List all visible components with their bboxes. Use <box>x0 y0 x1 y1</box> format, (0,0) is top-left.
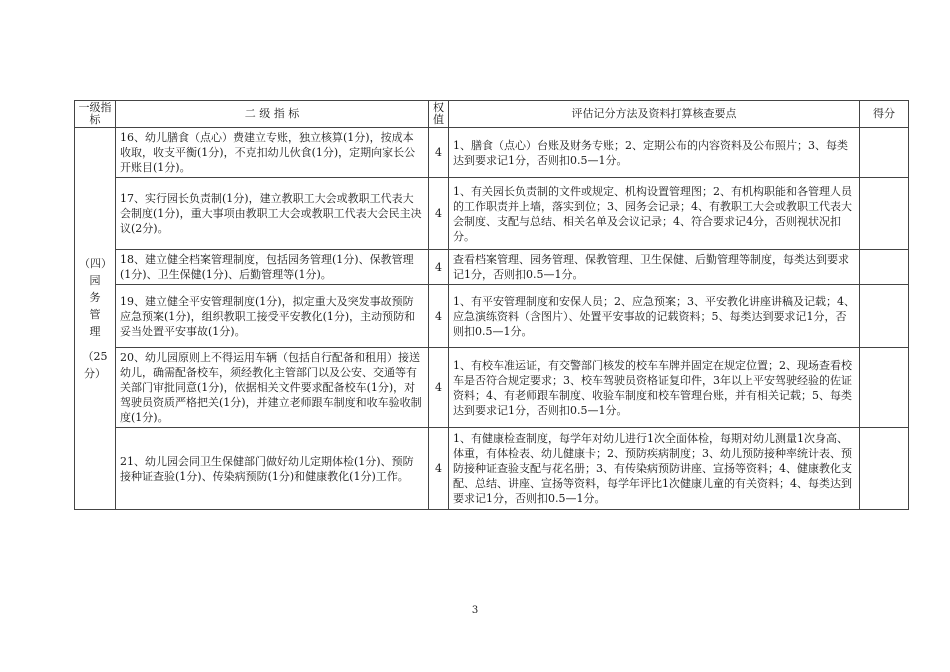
score-cell <box>860 348 909 428</box>
table-row <box>75 285 909 348</box>
table-row <box>75 128 909 178</box>
category-name-char: 管 <box>89 308 101 321</box>
header-row <box>75 101 909 128</box>
indicator-cell: 18、建立健全档案管理制度，包括园务管理(1分)、保教管理(1分)、卫生保健(1分)、后勤管理等(1分)。 <box>116 250 429 285</box>
category-number: （四） <box>79 257 112 270</box>
method-cell: 查看档案管理、园务管理、保教管理、卫生保健、后勤管理等制度，每类达到要求记1分，否则扣0.5—1分。 <box>449 250 860 285</box>
indicator-cell: 21、幼儿园会同卫生保健部门做好幼儿定期体检(1分)、预防接种证查验(1分)、传染病预防(1分)和健康教化(1分)工作。 <box>116 428 429 510</box>
table-row <box>75 348 909 428</box>
indicator-cell: 20、幼儿园原则上不得运用车辆（包括自行配备和租用）接送幼儿，确需配备校车，须经教化主管部门以及公安、交通等有关部门审批同意(1分)，依据相关文件要求配备校车(1分)，对驾驶员资质严格把关(1分)，并建立老师跟车制度和收车验收制度(1分)。 <box>116 348 429 428</box>
score-cell <box>860 285 909 348</box>
category-points: （25分） <box>82 350 108 380</box>
method-cell: 1、有校车准运证，有交警部门核发的校车车牌并固定在规定位置；2、现场查看校车是否符合规定要求；3、校车驾驶员资格证复印件，3年以上平安驾驶经验的佐证资料；4、有老师跟车制度、收验车制度和校车管理台账，并有相关记载；5、每类达到要求记1分，否则扣0.5—1分。 <box>449 348 860 428</box>
category-name-char: 理 <box>89 325 101 338</box>
category-name-char: 务 <box>89 291 101 304</box>
score-cell <box>860 178 909 250</box>
indicator-cell: 17、实行园长负责制(1分)，建立教职工大会或教职工代表大会制度(1分)，重大事项由教职工大会或教职工代表大会民主决议(2分)。 <box>116 178 429 250</box>
score-cell <box>860 250 909 285</box>
header-score: 得分 <box>860 101 909 128</box>
page-number: 3 <box>471 605 479 616</box>
weight-cell: 4 <box>429 348 449 428</box>
method-cell: 1、有关园长负责制的文件或规定、机构设置管理图；2、有机构职能和各管理人员的工作职责并上墙，落实到位；3、园务会记录；4、有教职工大会或教职工代表大会制度、支配与总结、相关名单及会议记录；4、符合要求记4分，否则视状况扣分。 <box>449 178 860 250</box>
header-level1: 一级指标 <box>75 101 116 128</box>
table-row <box>75 428 909 510</box>
indicator-cell: 19、建立健全平安管理制度(1分)，拟定重大及突发事故预防应急预案(1分)，组织教职工接受平安教化(1分)，主动预防和妥当处置平安事故(1分)。 <box>116 285 429 348</box>
weight-cell: 4 <box>429 128 449 178</box>
method-cell: 1、有健康检查制度，每学年对幼儿进行1次全面体检，每期对幼儿测量1次身高、体重，有体检表、幼儿健康卡；2、预防疾病制度；3、幼儿预防接种率统计表、预防接种证查验支配与花名册；3、有传染病预防讲座、宣扬等资料；4、健康教化支配、总结、讲座、宣扬等资料，每学年评比1次健康儿童的有关资料；4、每类达到要求记1分，否则扣0.5—1分。 <box>449 428 860 510</box>
weight-cell: 4 <box>429 178 449 250</box>
category-cell <box>75 128 116 510</box>
score-cell <box>860 428 909 510</box>
evaluation-table <box>74 100 909 510</box>
header-method: 评估记分方法及资料打算核查要点 <box>449 101 860 128</box>
weight-cell: 4 <box>429 285 449 348</box>
header-weight: 权值 <box>429 101 449 128</box>
weight-cell: 4 <box>429 250 449 285</box>
table-row <box>75 250 909 285</box>
indicator-cell: 16、幼儿膳食（点心）费建立专账，独立核算(1分)，按成本收取，收支平衡(1分)，不克扣幼儿伙食(1分)，定期向家长公开账目(1分)。 <box>116 128 429 178</box>
score-cell <box>860 128 909 178</box>
method-cell: 1、有平安管理制度和安保人员；2、应急预案；3、平安教化讲座讲稿及记载；4、应急演练资料（含图片）、处置平安事故的记载资料；5、每类达到要求记1分，否则扣0.5—1分。 <box>449 285 860 348</box>
table-row <box>75 178 909 250</box>
method-cell: 1、膳食（点心）台账及财务专账；2、定期公布的内容资料及公布照片；3、每类达到要求记1分，否则扣0.5—1分。 <box>449 128 860 178</box>
header-level2: 二 级 指 标 <box>116 101 429 128</box>
weight-cell: 4 <box>429 428 449 510</box>
category-name-char: 园 <box>89 274 101 287</box>
